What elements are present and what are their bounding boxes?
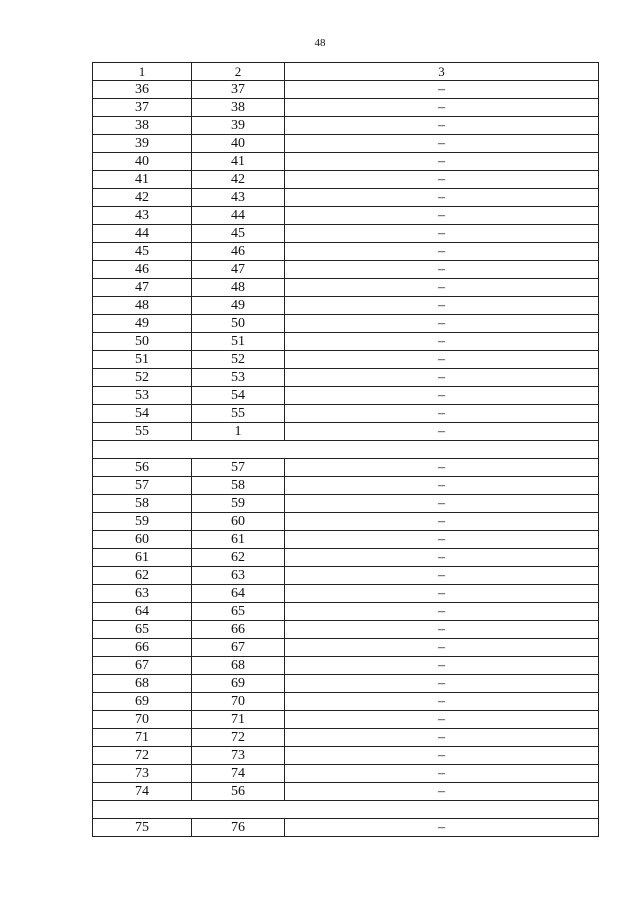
table-cell-col-2: 48 (192, 279, 285, 297)
table-row (93, 189, 599, 207)
table-cell-col-1: 59 (93, 513, 192, 531)
table-cell-col-2: 43 (192, 189, 285, 207)
table-cell-col-2: 37 (192, 81, 285, 99)
table-cell-col-1: 51 (93, 351, 192, 369)
table-cell-col-3: – (285, 333, 599, 351)
table-cell-col-1: 63 (93, 585, 192, 603)
table-cell-col-1: 64 (93, 603, 192, 621)
table-cell-col-1: 62 (93, 567, 192, 585)
table-cell-col-1: 70 (93, 711, 192, 729)
table-row (93, 549, 599, 567)
table-cell-col-2: 66 (192, 621, 285, 639)
table-cell-col-1: 49 (93, 315, 192, 333)
table-cell-col-2: 60 (192, 513, 285, 531)
table-cell-col-3: – (285, 639, 599, 657)
table-cell-col-2: 56 (192, 783, 285, 801)
table-cell-col-2: 53 (192, 369, 285, 387)
table-cell-col-2: 64 (192, 585, 285, 603)
table-cell-col-1: 50 (93, 333, 192, 351)
table-body (93, 81, 599, 837)
table-row (93, 639, 599, 657)
table-cell-col-1: 43 (93, 207, 192, 225)
table-cell-col-3: – (285, 189, 599, 207)
table-cell-col-3: – (285, 405, 599, 423)
table-cell-col-3: – (285, 531, 599, 549)
table-cell-col-1: 60 (93, 531, 192, 549)
table-cell-col-3: – (285, 243, 599, 261)
table-cell-col-2: 74 (192, 765, 285, 783)
table-cell-col-3: – (285, 657, 599, 675)
table-row (93, 585, 599, 603)
table-row (93, 279, 599, 297)
table-row (93, 369, 599, 387)
table-cell-col-3: – (285, 567, 599, 585)
table-cell-col-3: – (285, 279, 599, 297)
table-row (93, 81, 599, 99)
table-row (93, 405, 599, 423)
table-row (93, 243, 599, 261)
table-row (93, 315, 599, 333)
table-cell-col-3: – (285, 135, 599, 153)
table-row (93, 297, 599, 315)
table-cell-col-1: 37 (93, 99, 192, 117)
table-cell-col-2: 63 (192, 567, 285, 585)
table-row (93, 387, 599, 405)
table-cell-col-2: 55 (192, 405, 285, 423)
table-cell-col-2: 57 (192, 459, 285, 477)
table-cell-col-3: – (285, 675, 599, 693)
table-row (93, 657, 599, 675)
table-cell-col-1: 38 (93, 117, 192, 135)
column-header-1: 1 (93, 63, 192, 81)
table-cell-col-3: – (285, 387, 599, 405)
table-cell-col-2: 44 (192, 207, 285, 225)
table-cell-col-1: 48 (93, 297, 192, 315)
table-cell-col-3: – (285, 603, 599, 621)
table-row (93, 675, 599, 693)
table-cell-col-3: – (285, 729, 599, 747)
data-table (92, 62, 599, 837)
table-cell-col-2: 73 (192, 747, 285, 765)
table-cell-col-3: – (285, 117, 599, 135)
table-cell-col-3: – (285, 153, 599, 171)
table-cell-col-3: – (285, 315, 599, 333)
table-cell-col-2: 76 (192, 819, 285, 837)
table-row (93, 207, 599, 225)
table-row (93, 153, 599, 171)
table-row (93, 711, 599, 729)
table-cell-col-2: 38 (192, 99, 285, 117)
table-row (93, 261, 599, 279)
table-row (93, 225, 599, 243)
table-cell-col-3: – (285, 747, 599, 765)
table-row (93, 819, 599, 837)
table-row (93, 783, 599, 801)
table-cell-col-2: 49 (192, 297, 285, 315)
section-separator-cell (93, 441, 599, 459)
table-cell-col-2: 61 (192, 531, 285, 549)
table-cell-col-2: 69 (192, 675, 285, 693)
table-cell-col-1: 72 (93, 747, 192, 765)
table-cell-col-2: 59 (192, 495, 285, 513)
table-cell-col-3: – (285, 693, 599, 711)
table-cell-col-3: – (285, 549, 599, 567)
table-cell-col-1: 42 (93, 189, 192, 207)
table-cell-col-2: 70 (192, 693, 285, 711)
table-cell-col-3: – (285, 513, 599, 531)
table-cell-col-3: – (285, 711, 599, 729)
table-row (93, 621, 599, 639)
table-cell-col-1: 56 (93, 459, 192, 477)
table-cell-col-1: 52 (93, 369, 192, 387)
table-cell-col-2: 67 (192, 639, 285, 657)
table-cell-col-3: – (285, 423, 599, 441)
table-cell-col-3: – (285, 171, 599, 189)
table-row (93, 117, 599, 135)
table-cell-col-1: 41 (93, 171, 192, 189)
table-cell-col-2: 45 (192, 225, 285, 243)
table-cell-col-2: 51 (192, 333, 285, 351)
table-row (93, 423, 599, 441)
table-cell-col-3: – (285, 369, 599, 387)
table-cell-col-2: 58 (192, 477, 285, 495)
table-cell-col-3: – (285, 459, 599, 477)
table-cell-col-1: 61 (93, 549, 192, 567)
table-cell-col-1: 68 (93, 675, 192, 693)
table-row (93, 495, 599, 513)
table-cell-col-2: 50 (192, 315, 285, 333)
table-cell-col-1: 53 (93, 387, 192, 405)
table-cell-col-2: 52 (192, 351, 285, 369)
column-header-3: 3 (285, 63, 599, 81)
table-cell-col-2: 68 (192, 657, 285, 675)
table-cell-col-3: – (285, 621, 599, 639)
table-cell-col-2: 39 (192, 117, 285, 135)
table-cell-col-1: 69 (93, 693, 192, 711)
table-cell-col-1: 74 (93, 783, 192, 801)
table-row (93, 765, 599, 783)
table-row (93, 477, 599, 495)
table-row (93, 351, 599, 369)
table-cell-col-2: 41 (192, 153, 285, 171)
table-cell-col-2: 71 (192, 711, 285, 729)
table-cell-col-1: 73 (93, 765, 192, 783)
table-row (93, 459, 599, 477)
table-row (93, 135, 599, 153)
table-cell-col-1: 75 (93, 819, 192, 837)
table-cell-col-3: – (285, 81, 599, 99)
table-row (93, 531, 599, 549)
table-row (93, 747, 599, 765)
page-number: 48 (314, 37, 326, 49)
table-cell-col-2: 47 (192, 261, 285, 279)
table-cell-col-1: 40 (93, 153, 192, 171)
table-cell-col-1: 46 (93, 261, 192, 279)
table-cell-col-2: 40 (192, 135, 285, 153)
table-cell-col-1: 57 (93, 477, 192, 495)
table-cell-col-3: – (285, 207, 599, 225)
table-cell-col-3: – (285, 765, 599, 783)
table-cell-col-1: 58 (93, 495, 192, 513)
table-cell-col-3: – (285, 495, 599, 513)
table-cell-col-3: – (285, 261, 599, 279)
table-cell-col-2: 72 (192, 729, 285, 747)
table-cell-col-3: – (285, 351, 599, 369)
table-cell-col-2: 65 (192, 603, 285, 621)
table-cell-col-3: – (285, 297, 599, 315)
table-cell-col-2: 62 (192, 549, 285, 567)
table-cell-col-1: 44 (93, 225, 192, 243)
table-cell-col-1: 71 (93, 729, 192, 747)
table-cell-col-3: – (285, 783, 599, 801)
table-row (93, 171, 599, 189)
table-cell-col-1: 39 (93, 135, 192, 153)
table-cell-col-2: 46 (192, 243, 285, 261)
table-row (93, 333, 599, 351)
table-cell-col-2: 1 (192, 423, 285, 441)
table-cell-col-1: 36 (93, 81, 192, 99)
table-row (93, 567, 599, 585)
table-cell-col-1: 55 (93, 423, 192, 441)
table-cell-col-3: – (285, 819, 599, 837)
table-cell-col-1: 67 (93, 657, 192, 675)
table-cell-col-1: 66 (93, 639, 192, 657)
table-row (93, 729, 599, 747)
table-row (93, 513, 599, 531)
table-cell-col-3: – (285, 225, 599, 243)
table-cell-col-1: 45 (93, 243, 192, 261)
column-header-2: 2 (192, 63, 285, 81)
table-cell-col-1: 65 (93, 621, 192, 639)
table-cell-col-2: 54 (192, 387, 285, 405)
table-cell-col-3: – (285, 585, 599, 603)
table-cell-col-1: 54 (93, 405, 192, 423)
table-header-row (93, 63, 599, 81)
section-separator-row (93, 801, 599, 819)
table-row (93, 603, 599, 621)
table-cell-col-2: 42 (192, 171, 285, 189)
table-cell-col-3: – (285, 99, 599, 117)
table-row (93, 693, 599, 711)
table-cell-col-3: – (285, 477, 599, 495)
section-separator-row (93, 441, 599, 459)
table-row (93, 99, 599, 117)
section-separator-cell (93, 801, 599, 819)
table-cell-col-1: 47 (93, 279, 192, 297)
